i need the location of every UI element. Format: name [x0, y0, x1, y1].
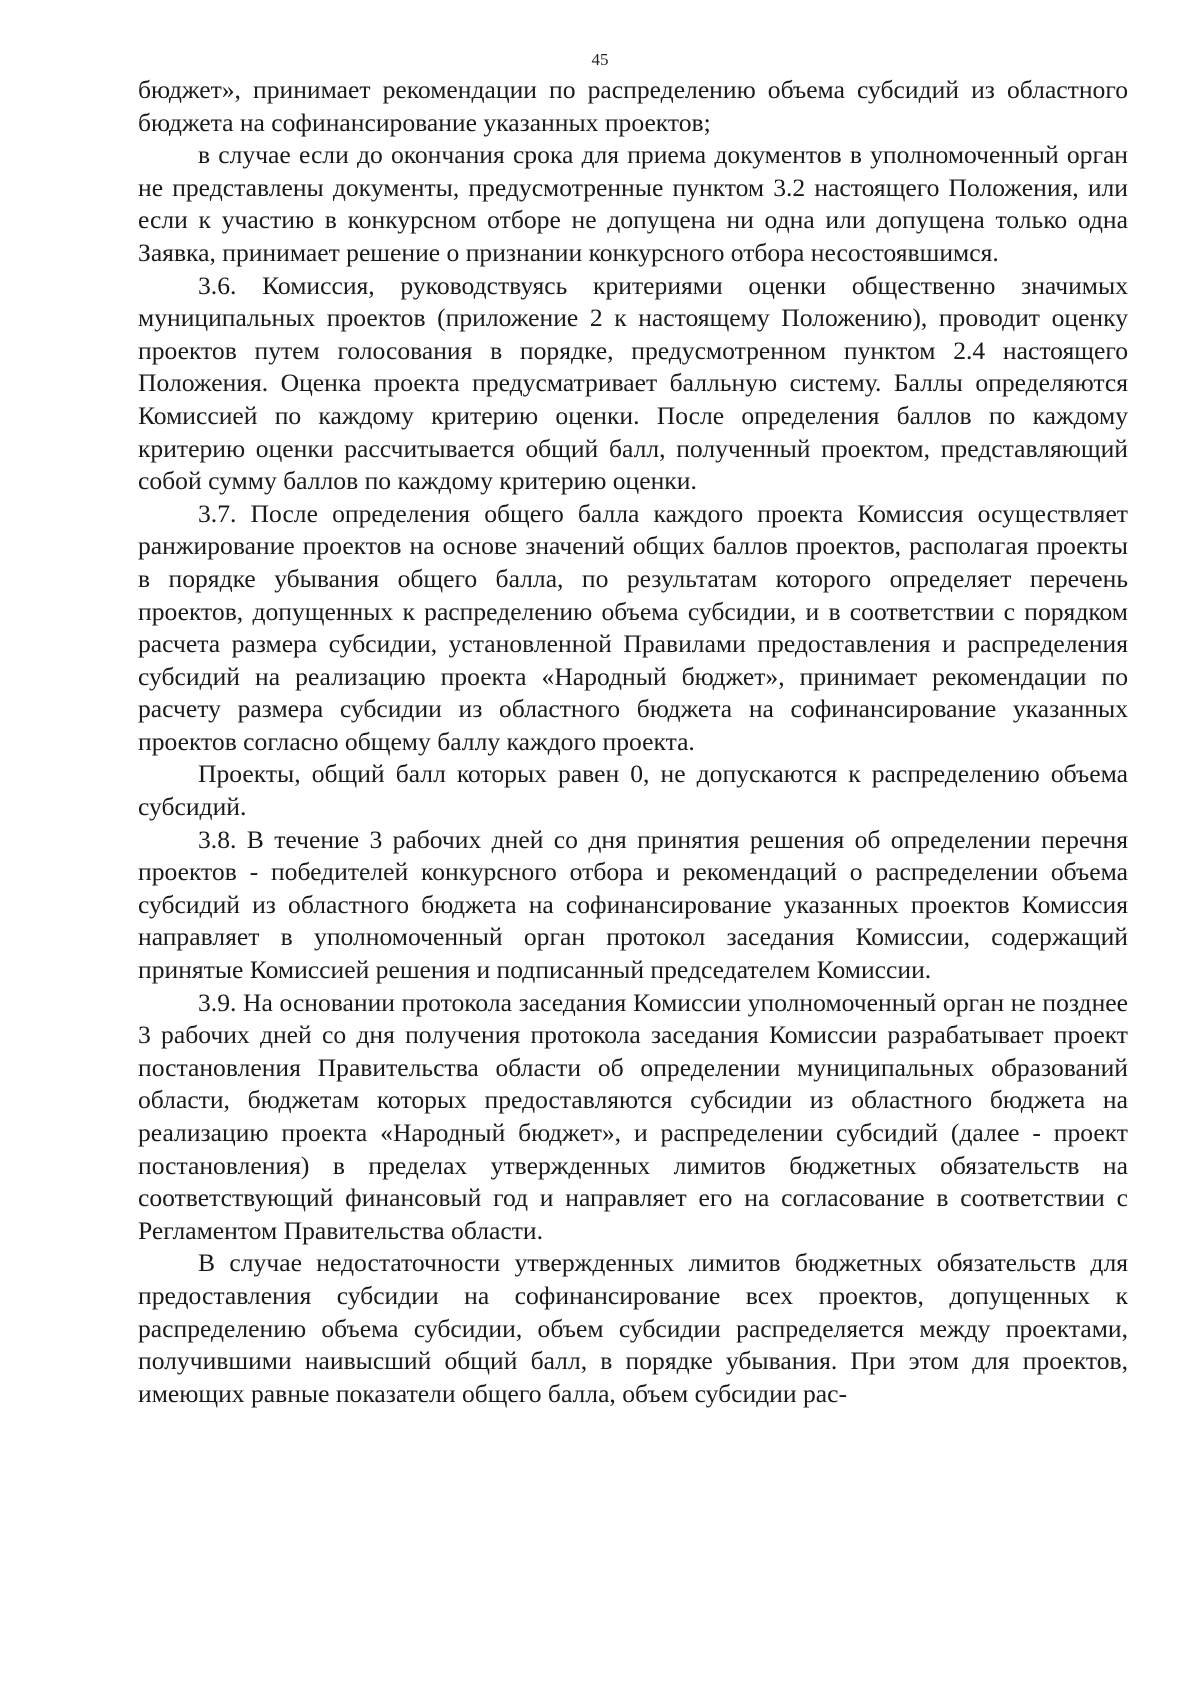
paragraph-continuation: бюджет», принимает рекомендации по распределению объема субсидий из областного бюджета на софинансирование указанных проектов; — [138, 75, 1128, 137]
paragraph-3-9: 3.9. На основании протокола заседания Комиссии уполномоченный орган не позднее 3 рабочих дней со дня получения протокола заседания Комиссии разрабатывает проект постановления Правительства области об определении муниципальных образований области, бюджетам которых предоставляются субсидии из областного бюджета на реализацию проекта «Народный бюджет», и распределении субсидий (далее - проект постановления) в пределах утвержденных лимитов бюджетных обязательств на соответствующий финансовый год и направляет его на согласование в соответствии с Регламентом Правительства области. — [138, 987, 1128, 1245]
paragraph: Проекты, общий балл которых равен 0, не допускаются к распределению объема субсидий. — [138, 759, 1128, 822]
paragraph-3-6: 3.6. Комиссия, руководствуясь критериями оценки общественно значимых муниципальных проектов (приложение 2 к настоящему Положению), проводит оценку проектов путем голосования в порядке, предусмотренном пунктом 2.4 настоящего Положения. Оценка проекта предусматривает балльную систему. Баллы определяются Комиссией по каждому критерию оценки. После определения баллов по каждому критерию оценки рассчитывается общий балл, полученный проектом, представляющий собой сумму баллов по каждому критерию оценки. — [138, 270, 1128, 496]
paragraph: в случае если до окончания срока для приема документов в уполномоченный орган не представлены документы, предусмотренные пунктом 3.2 настоящего Положения, или если к участию в конкурсном отборе не допущена ни одна или допущена только одна Заявка, принимает решение о признании конкурсного отбора несостоявшимся. — [138, 140, 1128, 267]
document-body — [138, 74, 1128, 1410]
paragraph-3-7: 3.7. После определения общего балла каждого проекта Комиссия осуществляет ранжирование проектов на основе значений общих баллов проектов, располагая проекты в порядке убывания общего балла, по результатам которого определяет перечень проектов, допущенных к распределению объема субсидии, и в соответствии с порядком расчета размера субсидии, установленной Правилами предоставления и распределения субсидий на реализацию проекта «Народный бюджет», принимает рекомендации по расчету размера субсидии из областного бюджета на софинансирование указанных проектов согласно общему баллу каждого проекта. — [138, 498, 1128, 756]
page-number: 45 — [591, 50, 609, 69]
paragraph-3-8: 3.8. В течение 3 рабочих дней со дня принятия решения об определении перечня проектов - победителей конкурсного отбора и рекомендаций о распределении объема субсидий из областного бюджета на софинансирование указанных проектов Комиссия направляет в уполномоченный орган протокол заседания Комиссии, содержащий принятые Комиссией решения и подписанный председателем Комиссии. — [138, 824, 1128, 985]
paragraph: В случае недостаточности утвержденных лимитов бюджетных обязательств для предоставления субсидии на софинансирование всех проектов, допущенных к распределению объема субсидии, объем субсидии распределяется между проектами, получившими наивысший общий балл, в порядке убывания. При этом для проектов, имеющих равные показатели общего балла, объем субсидии рас- — [138, 1248, 1128, 1408]
